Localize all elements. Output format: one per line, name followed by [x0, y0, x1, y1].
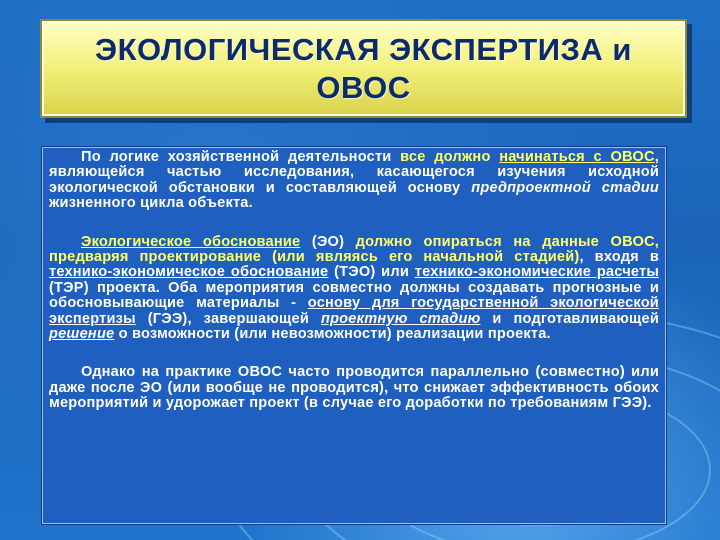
p2-underline-a: технико-экономическое обоснование [49, 264, 329, 281]
p2-underline-b: технико-экономические расчеты [414, 264, 659, 281]
p1-text-a: По логике хозяйственной деятельности [81, 149, 401, 165]
p2-underline-italic-a: проектную стадию [320, 310, 481, 327]
p2-highlight-b: должно опираться на данные ОВОС, предваряя проектирование (или являясь его начальной стадией) [49, 233, 659, 266]
p2-text-g: о возможности (или невозможности) реализации проекта. [114, 326, 551, 343]
title-banner [40, 19, 687, 118]
paragraph-3 [49, 365, 659, 411]
p1-italic: предпроектной стадии [471, 179, 660, 196]
paragraph-1 [49, 150, 659, 212]
p2-text-f: и подготавливающей [480, 310, 659, 327]
p2-highlight-a: Экологическое обоснование [81, 233, 301, 250]
p2-text-d: (ТЭР) проекта. Оба мероприятия совместно должны создавать прогнозные и обосновывающие материалы - [49, 279, 659, 312]
content-panel [42, 147, 666, 524]
paragraph-2 [49, 235, 659, 343]
p1-period: . [248, 195, 253, 212]
p2-underline-c: основу для государственной экологической экспертизы [49, 295, 659, 327]
p2-underline-italic-b: решение [49, 326, 115, 343]
slide-title [95, 31, 632, 107]
slide-title-line1: ЭКОЛОГИЧЕСКАЯ ЭКСПЕРТИЗА и [95, 31, 632, 67]
p2-text-e: (ГЭЭ), завершающей [135, 310, 321, 327]
p1-text-b: , являющейся частью исследования, касающегося изучения исходной экологической обстановки и составляющей основу [49, 149, 659, 196]
p3-text: Однако на практике ОВОС часто проводится параллельно (совместно) или даже после ЭО (или вообще не проводится), что снижает эффективность обоих мероприятий и удорожает проект (в случае его доработки по требованиям ГЭЭ). [49, 364, 659, 412]
p1-highlight-b: начинаться с ОВОС [499, 149, 655, 165]
content-text [49, 150, 659, 435]
p2-text-a: (ЭО) [300, 233, 356, 250]
p1-highlight-a: все должно [400, 149, 500, 165]
p2-text-b: , входя в [579, 249, 659, 266]
p1-text-c: жизненного цикла объекта [49, 195, 249, 212]
slide-title-line2: ОВОС [316, 69, 411, 105]
p2-text-c: (ТЭО) или [328, 264, 415, 281]
